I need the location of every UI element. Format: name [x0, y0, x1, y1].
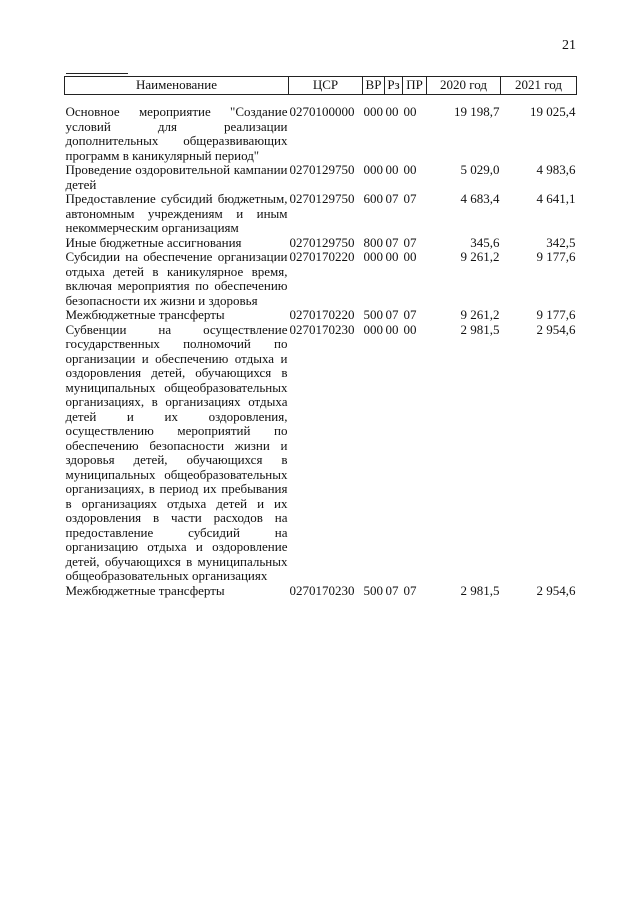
- row-csr: 0270129750: [289, 191, 355, 206]
- row-2021: 2 954,6: [536, 582, 576, 598]
- page-number: 21: [562, 38, 576, 53]
- row-csr: 0270100000: [289, 104, 355, 119]
- row-rz: 00: [385, 104, 399, 119]
- row-2020: 9 261,2: [460, 307, 500, 322]
- row-csr: 0270129750: [289, 162, 355, 177]
- row-2021: 4 641,1: [536, 191, 576, 206]
- row-csr: 0270170230: [289, 582, 355, 598]
- row-name: Межбюджетные трансферты: [65, 582, 225, 598]
- row-csr: 0270170220: [289, 249, 355, 264]
- row-pr: 07: [403, 234, 417, 250]
- row-2020: 2 981,5: [460, 321, 500, 337]
- row-name: Субвенции на осуществление государственных полномочий по организации и обеспечению отдыха и оздоровления детей, обучающихся в муниципальных общеобразовательных организациях, в организациях отдыха детей и их оздоровления, осуществлению мероприятий по обеспечению безопасности жизни и здоровья детей, обучающихся в муниципальных общеобразовательных организациях, в период их пребывания в организациях отдыха детей и их оздоровления в части расходов на предоставление субсидий на организацию отдыха и оздоровление детей, обучающихся в муниципальных общеобразовательных организациях: [65, 321, 288, 583]
- table-row: [65, 323, 577, 584]
- row-name: Субсидии на обеспечение организации отдыха детей в каникулярное время, включая мероприятия по обеспечению безопасности их жизни и здоровья: [65, 249, 288, 308]
- row-rz: 00: [385, 249, 399, 264]
- row-2020: 5 029,0: [460, 162, 500, 177]
- budget-table: [64, 76, 577, 598]
- row-vr: 500: [363, 307, 383, 322]
- row-name: Иные бюджетные ассигнования: [65, 234, 242, 250]
- row-name: Межбюджетные трансферты: [65, 307, 225, 322]
- row-vr: 000: [363, 104, 383, 119]
- header-2020: 2020 год: [427, 77, 501, 95]
- row-name: Основное мероприятие "Создание условий для реализации дополнительных общеразвивающих программ в каникулярный период": [65, 104, 288, 163]
- row-2021: 9 177,6: [536, 249, 576, 264]
- row-pr: 00: [403, 104, 417, 119]
- table-header-row: [65, 77, 577, 95]
- row-vr: 000: [363, 321, 383, 337]
- row-2020: 9 261,2: [460, 249, 500, 264]
- row-2021: 342,5: [546, 234, 576, 250]
- header-vr: ВР: [363, 77, 385, 95]
- row-rz: 00: [385, 162, 399, 177]
- row-pr: 00: [403, 162, 417, 177]
- row-pr: 07: [403, 307, 417, 322]
- header-rz: Рз: [385, 77, 403, 95]
- row-rz: 07: [385, 307, 399, 322]
- row-vr: 800: [363, 234, 383, 250]
- table-row: [65, 105, 577, 163]
- table-row: [65, 250, 577, 308]
- table-row: [65, 308, 577, 323]
- row-pr: 00: [403, 321, 417, 337]
- row-2021: 19 025,4: [530, 104, 576, 119]
- row-rz: 07: [385, 234, 399, 250]
- row-2021: 2 954,6: [536, 321, 576, 337]
- row-csr: 0270170220: [289, 307, 355, 322]
- row-pr: 07: [403, 582, 417, 598]
- row-pr: 07: [403, 191, 417, 206]
- header-pr: ПР: [403, 77, 427, 95]
- row-csr: 0270170230: [289, 321, 355, 337]
- table-row: [65, 236, 577, 251]
- row-2021: 4 983,6: [536, 162, 576, 177]
- row-pr: 00: [403, 249, 417, 264]
- table-row: [65, 163, 577, 192]
- row-2020: 19 198,7: [454, 104, 500, 119]
- table-row: [65, 192, 577, 236]
- row-rz: 00: [385, 321, 399, 337]
- header-name: Наименование: [65, 77, 289, 95]
- row-vr: 000: [363, 249, 383, 264]
- row-name: Предоставление субсидий бюджетным, автономным учреждениям и иным некоммерческим организациям: [65, 191, 288, 235]
- header-2021: 2021 год: [501, 77, 577, 95]
- row-2020: 4 683,4: [460, 191, 500, 206]
- row-2021: 9 177,6: [536, 307, 576, 322]
- row-vr: 600: [363, 191, 383, 206]
- header-rule: [66, 73, 128, 74]
- row-2020: 2 981,5: [460, 582, 500, 598]
- header-csr: ЦСР: [289, 77, 363, 95]
- row-rz: 07: [385, 191, 399, 206]
- row-vr: 500: [363, 582, 383, 598]
- row-name: Проведение оздоровительной кампании детей: [65, 162, 288, 192]
- row-vr: 000: [363, 162, 383, 177]
- row-rz: 07: [385, 582, 399, 598]
- table-row: [65, 584, 577, 599]
- row-csr: 0270129750: [289, 234, 355, 250]
- row-2020: 345,6: [470, 234, 500, 250]
